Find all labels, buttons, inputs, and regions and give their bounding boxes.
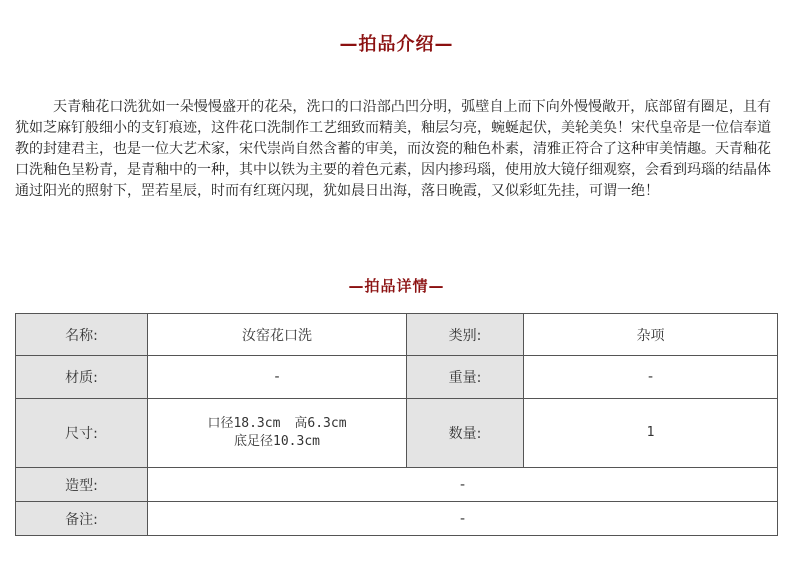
shape-label: 造型: <box>16 468 148 502</box>
table-row <box>16 314 778 356</box>
material-value: - <box>148 356 407 399</box>
material-label: 材质: <box>16 356 148 399</box>
name-label: 名称: <box>16 314 148 356</box>
category-value: 杂项 <box>524 314 778 356</box>
table-row <box>16 468 778 502</box>
name-value: 汝窑花口洗 <box>148 314 407 356</box>
quantity-value: 1 <box>524 399 778 468</box>
size-base-diameter: 底足径10.3cm <box>234 434 320 449</box>
section-title-intro: —拍品介绍— <box>339 34 454 55</box>
shape-value: - <box>148 468 778 502</box>
intro-paragraph: 天青釉花口洗犹如一朵慢慢盛开的花朵，洗口的口沿部凸凹分明，弧壁自上而下向外慢慢敞开，底部留有圈足，且有犹如芝麻钉般细小的支钉痕迹，这件花口洗制作工艺细致而精美，釉层匀亮，蜿蜒起伏，美轮美奂！宋代皇帝是一位信奉道教的封建君主，也是一位大艺术家，宋代崇尚自然含蓄的审美，而汝瓷的釉色朴素，清雅正符合了这种审美情趣。天青釉花口洗釉色呈粉青，是青釉中的一种，其中以铁为主要的着色元素，因内掺玛瑙，使用放大镜仔细观察，会看到玛瑙的结晶体通过阳光的照射下，罡若星辰，时而有红斑闪现，犹如晨日出海，落日晚霞，又似彩虹先挂，可谓一绝！ <box>15 99 771 199</box>
weight-label: 重量: <box>407 356 524 399</box>
quantity-label: 数量: <box>407 399 524 468</box>
weight-value: - <box>524 356 778 399</box>
size-height: 高6.3cm <box>294 416 347 431</box>
section-title-details: —拍品详情— <box>348 277 445 295</box>
remarks-label: 备注: <box>16 502 148 536</box>
size-value <box>148 399 407 468</box>
size-label: 尺寸: <box>16 399 148 468</box>
table-row <box>16 399 778 468</box>
details-table <box>15 313 778 536</box>
remarks-value: - <box>148 502 778 536</box>
category-label: 类别: <box>407 314 524 356</box>
size-mouth-diameter: 口径18.3cm <box>207 416 281 431</box>
table-row <box>16 356 778 399</box>
table-row <box>16 502 778 536</box>
